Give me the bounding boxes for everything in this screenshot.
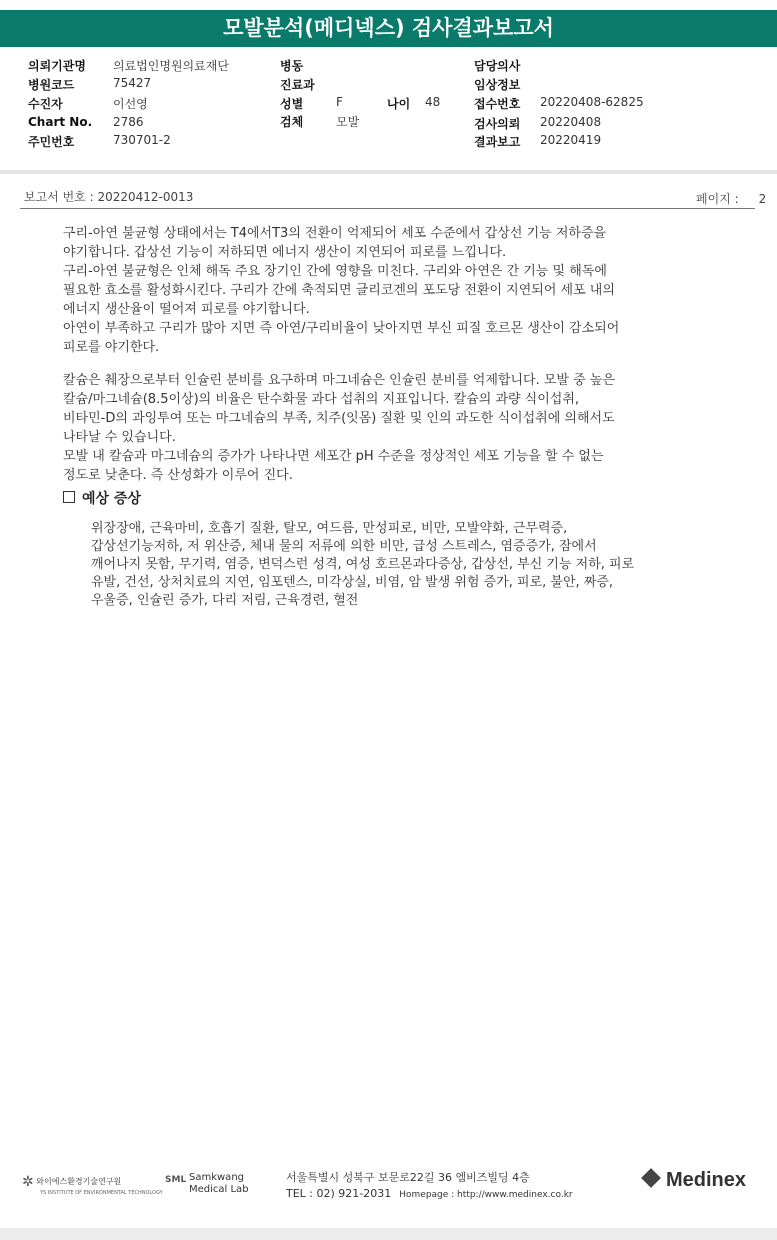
medinex-logo-icon (641, 1168, 661, 1188)
footer-address: 서울특별시 성북구 보문로22길 36 엠비즈빌딩 4층 (286, 1171, 530, 1184)
age-value: 48 (425, 95, 441, 109)
footer-address-block (286, 1170, 573, 1203)
receipt-value: 20220408-62825 (540, 95, 644, 109)
divider-line (20, 208, 755, 209)
specimen-value: 모발 (336, 115, 360, 129)
doctor-label: 담당의사 (474, 59, 521, 73)
checkbox-square-icon (63, 491, 75, 503)
report-date-value: 20220419 (540, 133, 602, 147)
medinex-logo-text: Medinex (666, 1169, 747, 1191)
age-label: 나이 (387, 97, 411, 111)
footer-homepage: Homepage : http://www.medinex.co.kr (399, 1190, 573, 1200)
page-label: 페이지 : (696, 192, 739, 206)
samkwang-line2: Medical Lab (189, 1184, 249, 1195)
clinical-label: 임상정보 (474, 78, 521, 92)
footer (0, 1166, 777, 1210)
report-number: 보고서 번호 : 20220412-0013 (24, 190, 194, 204)
resident-value: 730701-2 (113, 133, 171, 147)
chart-label: Chart No. (28, 115, 93, 129)
report-title: 모발분석(메디넥스) 검사결과보고서 (0, 10, 777, 47)
request-value: 20220408 (540, 115, 602, 129)
dept-label: 진료과 (280, 78, 315, 92)
institution-label: 의뢰기관명 (28, 59, 86, 73)
specimen-label: 검체 (280, 115, 304, 129)
patient-value: 이선영 (113, 97, 148, 111)
body-paragraph-2: 칼슘은 췌장으로부터 인슐린 분비를 요구하며 마그네슘은 인슐린 분비를 억제합니다. 모발 중 높은 칼슘/마그네슘(8.5이상)의 비율은 탄수화물 과다 섭취의 지표입니다. 칼슘의 과량 식이섭취, 비타민-D의 과잉투여 또는 마그네슘의 부족, 치주(잇몸) 질환 및 인의 과도한 식이섭취에 의해서도 나타날 수 있습니다. 모발 내 칼슘과 마그네슘의 증가가 나타나면 세포간 pH 수준을 정상적인 세포 기능을 할 수 없는 정도로 낮춘다. 즉 산성화가 이루어 진다. (63, 373, 615, 483)
resident-label: 주민번호 (28, 135, 75, 149)
report-date-label: 결과보고 (474, 135, 521, 149)
sex-label: 성별 (280, 97, 304, 111)
medinex-logo (644, 1169, 746, 1192)
header-separator (0, 170, 777, 174)
symptoms-list: 위장장애, 근육마비, 호흡기 질환, 탈모, 여드름, 만성피로, 비만, 모발약화, 근무력증, 갑상선기능저하, 저 위산증, 체내 물의 저류에 의한 비만, 급성 스트레스, 염증증가, 잠에서 깨어나지 못함, 무기력, 염증, 변덕스런 성격, 여성 호르몬과다증상, 갑상선, 부신 기능 저하, 피로 유발, 건선, 상처치료의 지연, 임포텐스, 미각상실, 비염, 암 발생 위험 증가, 피로, 불안, 짜증, 우울증, 인슐린 증가, 다리 저림, 근육경련, 혈전 (91, 521, 635, 608)
sex-value: F (336, 95, 343, 109)
section-title-symptoms (63, 488, 141, 508)
page-indicator (676, 190, 766, 207)
body-paragraph-1: 구리-아연 불균형 상태에서는 T4에서T3의 전환이 억제되어 세포 수준에서 갑상선 기능 저하증을 야기합니다. 갑상선 기능이 저하되면 에너지 생산이 지연되어 피로를 느낍니다. 구리-아연 불균형은 인체 해독 주요 장기인 간에 영향을 미친다. 구리와 아연은 간 기능 및 해독에 필요한 효소를 활성화시킨다. 구리가 간에 축적되면 글리코겐의 포도당 전환이 지연되어 세포 내의 에너지 생산율이 떨어져 피로를 야기합니다. 아연이 부족하고 구리가 많아 지면 즉 아연/구리비율이 낮아지면 부신 피질 호르몬 생산이 감소되어 피로를 야기한다. (63, 226, 620, 355)
hospital-code-value: 75427 (113, 76, 152, 90)
chart-value: 2786 (113, 115, 144, 129)
patient-info-block (0, 57, 777, 167)
sml-logo-icon: SML (165, 1175, 187, 1185)
footer-tel: TEL : 02) 921-2031 (286, 1187, 392, 1200)
request-label: 검사의뢰 (474, 117, 521, 131)
hospital-code-label: 병원코드 (28, 78, 75, 92)
page-number: 2 (758, 192, 767, 206)
ys-logo-subtext: YS INSTITUTE OF ENVIRONMENTAL TECHNOLOGY (40, 1190, 163, 1196)
ys-institute-logo (22, 1174, 163, 1196)
ward-label: 병동 (280, 59, 304, 73)
patient-label: 수진자 (28, 97, 63, 111)
institution-value: 의료법인명원의료재단 (113, 59, 229, 73)
section-title-text: 예상 증상 (82, 491, 141, 507)
samkwang-line1: Samkwang (189, 1172, 244, 1183)
ys-logo-icon: ✲ (22, 1174, 34, 1190)
receipt-label: 접수번호 (474, 97, 521, 111)
ys-logo-text: 와이에스환경기술연구원 (36, 1177, 122, 1186)
samkwang-logo (165, 1172, 249, 1196)
